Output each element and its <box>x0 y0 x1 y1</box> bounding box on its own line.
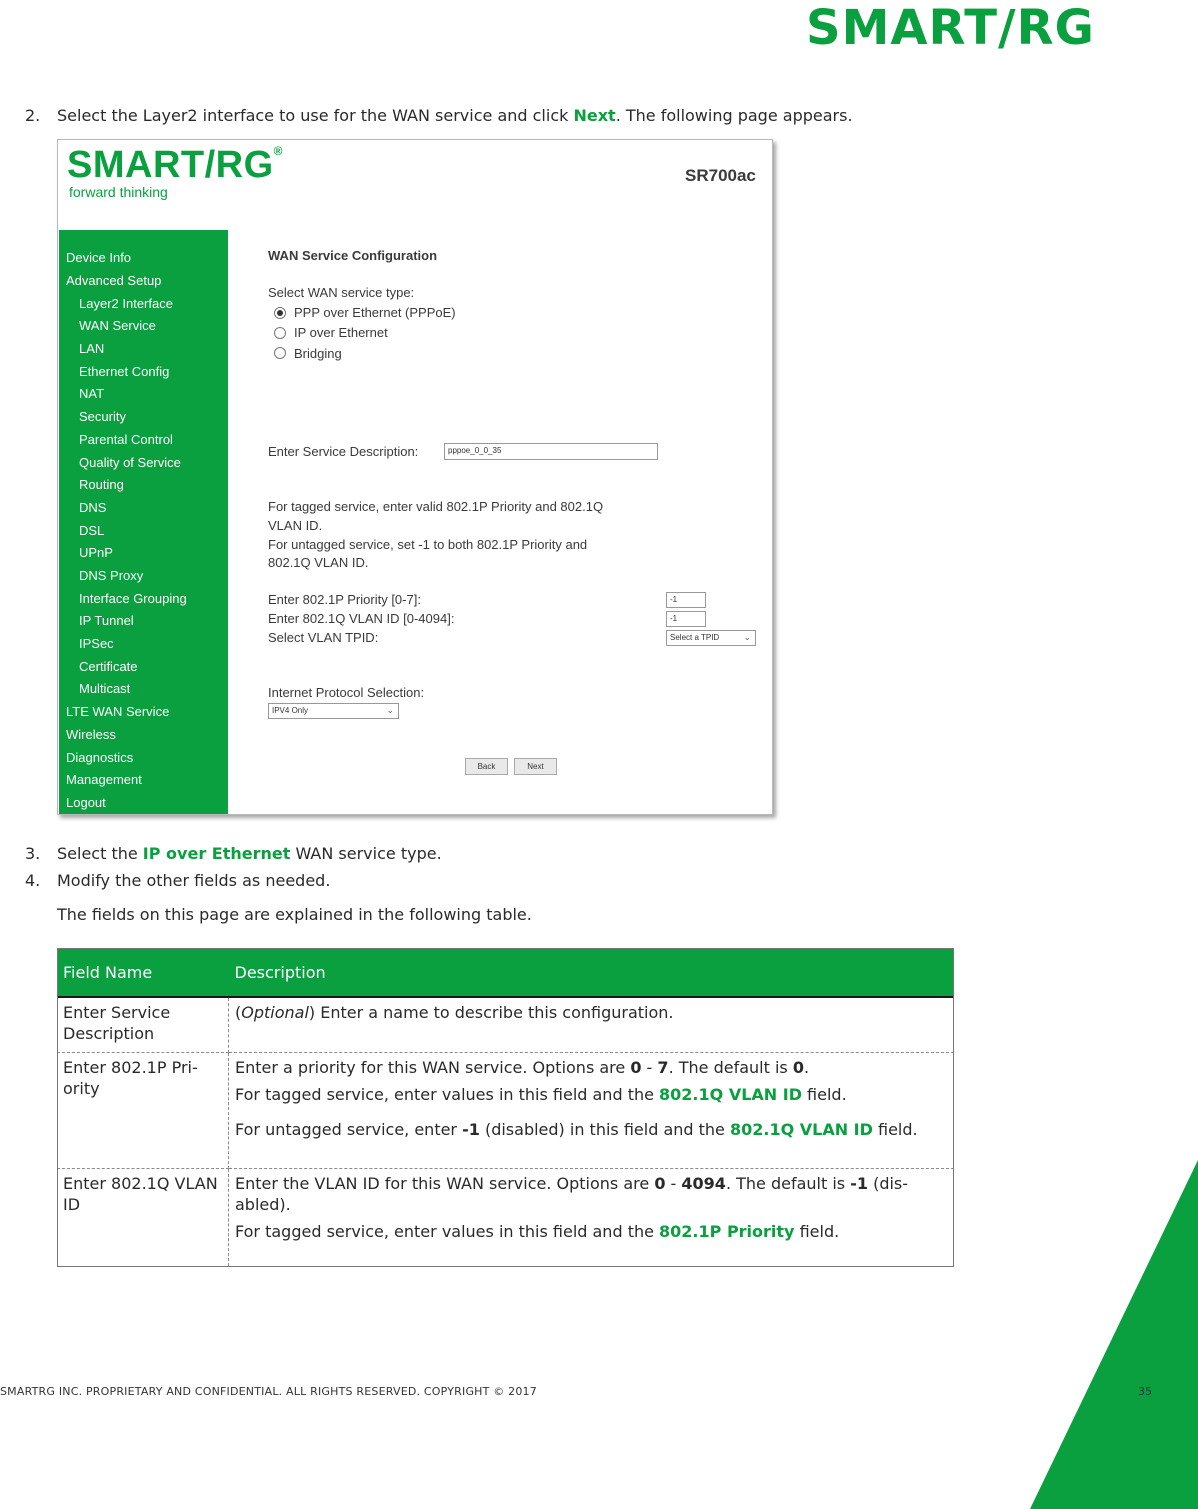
nav-routing[interactable]: Routing <box>79 477 124 492</box>
ip-over-ethernet-link[interactable]: IP over Ethernet <box>142 844 291 863</box>
text: field. <box>872 1120 918 1139</box>
step-text: Modify the other fields as needed. <box>57 871 331 890</box>
radio-pppoe[interactable] <box>274 307 286 319</box>
nav-dns[interactable]: DNS <box>79 500 107 515</box>
nav-certificate[interactable]: Certificate <box>79 659 138 674</box>
back-button[interactable]: Back <box>465 758 508 775</box>
priority-input[interactable]: -1 <box>666 592 706 608</box>
text: For untagged service, enter <box>235 1120 463 1139</box>
step-number: 4. <box>25 871 41 890</box>
nav-quality-of-service[interactable]: Quality of Service <box>79 455 181 470</box>
field-name-cell: Enter 802.1Q VLAN ID <box>57 1169 229 1266</box>
nav-lan[interactable]: LAN <box>79 341 105 356</box>
vlan-id-label: Enter 802.1Q VLAN ID [0-4094]: <box>268 611 455 626</box>
next-link[interactable]: Next <box>573 106 616 125</box>
ip-protocol-select[interactable] <box>268 703 399 719</box>
value-disabled: -1 <box>462 1120 480 1139</box>
table-intro: The fields on this page are explained in the following table. <box>57 905 532 924</box>
text: . The default is <box>725 1174 851 1193</box>
description-cell <box>229 1053 955 1169</box>
nav-diagnostics[interactable]: Diagnostics <box>66 750 134 765</box>
radio-bridging-label: Bridging <box>294 346 342 361</box>
radio-ipoe-label: IP over Ethernet <box>294 325 388 340</box>
header-description: Description <box>229 948 955 997</box>
description-line <box>235 1057 948 1078</box>
value-default: -1 <box>850 1174 868 1193</box>
model-name: SR700ac <box>685 166 756 185</box>
step-2 <box>25 106 853 125</box>
nav-parental-control[interactable]: Parental Control <box>79 432 173 447</box>
header-field-name: Field Name <box>57 948 229 997</box>
optional-text: Optional <box>241 1003 309 1022</box>
nav-lte-wan-service[interactable]: LTE WAN Service <box>66 704 170 719</box>
nav-ipsec[interactable]: IPSec <box>79 636 114 651</box>
copyright-footer: SMARTRG INC. PROPRIETARY AND CONFIDENTIAL. ALL RIGHTS RESERVED. COPYRIGHT © 2017 <box>0 1385 537 1398</box>
tagged-note-line2: VLAN ID. <box>268 518 323 533</box>
nav-multicast[interactable]: Multicast <box>79 681 131 696</box>
text: . <box>803 1058 810 1077</box>
nav-device-info[interactable]: Device Info <box>66 250 132 265</box>
screenshot-logo-text: SMART/RG <box>67 144 274 186</box>
nav-advanced-setup[interactable]: Advanced Setup <box>66 273 162 288</box>
page-number: 35 <box>1138 1385 1152 1398</box>
vlan-tpid-label: Select VLAN TPID: <box>268 630 379 645</box>
value-min: 0 <box>630 1058 642 1077</box>
value-min: 0 <box>654 1174 666 1193</box>
form-title: WAN Service Configuration <box>268 248 438 263</box>
nav-interface-grouping[interactable]: Interface Grouping <box>79 591 187 606</box>
service-description-input[interactable]: pppoe_0_0_35 <box>444 443 658 460</box>
nav-ethernet-config[interactable]: Ethernet Config <box>79 364 170 379</box>
text: For tagged service, enter values in this field and the <box>235 1222 660 1241</box>
untagged-note-line2: 802.1Q VLAN ID. <box>268 555 369 570</box>
nav-ip-tunnel[interactable]: IP Tunnel <box>79 613 134 628</box>
tagged-note-line1: For tagged service, enter valid 802.1P Priority and 802.1Q <box>268 499 604 514</box>
service-description-label: Enter Service Description: <box>268 444 419 459</box>
vlan-id-link[interactable]: 802.1Q VLAN ID <box>729 1120 873 1139</box>
text: . The default is <box>668 1058 793 1077</box>
step-4 <box>25 871 330 890</box>
table-row <box>57 1169 954 1266</box>
fields-table <box>57 948 954 1266</box>
step-number: 2. <box>25 106 41 125</box>
description-line <box>235 1084 948 1105</box>
step-text-end: WAN service type. <box>290 844 442 863</box>
text: Enter a priority for this WAN service. Options are <box>235 1058 631 1077</box>
description-line <box>235 1221 948 1242</box>
nav-layer2-interface[interactable]: Layer2 Interface <box>79 296 173 311</box>
text: field. <box>801 1085 847 1104</box>
nav-upnp[interactable]: UPnP <box>79 545 113 560</box>
service-type-label: Select WAN service type: <box>268 285 415 300</box>
vlan-tpid-value: Select a TPID <box>670 633 720 642</box>
nav-management[interactable]: Management <box>66 772 142 787</box>
text: Enter the VLAN ID for this WAN service. Options are <box>235 1174 655 1193</box>
field-name-cell: Enter Service Description <box>57 997 229 1053</box>
nav-wan-service[interactable]: WAN Service <box>79 318 156 333</box>
text: (dis-abled). <box>235 1174 909 1214</box>
step-text-end: . The following page appears. <box>615 106 853 125</box>
nav-nat[interactable]: NAT <box>79 386 105 401</box>
nav-dns-proxy[interactable]: DNS Proxy <box>79 568 144 583</box>
value-max: 7 <box>657 1058 669 1077</box>
vlan-id-input[interactable]: -1 <box>666 611 706 627</box>
nav-security[interactable]: Security <box>79 409 126 424</box>
vlan-tpid-select[interactable] <box>666 630 756 646</box>
text: (disabled) in this field and the <box>479 1120 730 1139</box>
radio-ipoe[interactable] <box>274 327 286 339</box>
text: For tagged service, enter values in this field and the <box>235 1085 660 1104</box>
step-number: 3. <box>25 844 41 863</box>
nav-dsl[interactable]: DSL <box>79 523 105 538</box>
table-header-row <box>57 948 954 997</box>
description-line <box>235 1173 948 1215</box>
chevron-down-icon: ⌄ <box>386 705 394 715</box>
description-text: ) Enter a name to describe this configuration. <box>308 1003 674 1022</box>
ip-protocol-label: Internet Protocol Selection: <box>268 685 425 700</box>
registered-mark: ® <box>273 144 283 158</box>
radio-pppoe-label: PPP over Ethernet (PPPoE) <box>294 305 456 320</box>
tagline: forward thinking <box>69 184 168 200</box>
text: - <box>641 1058 658 1077</box>
value-max: 4094 <box>681 1174 726 1193</box>
description-cell: (Optional) Enter a name to describe this configuration. <box>229 997 955 1053</box>
text: - <box>665 1174 682 1193</box>
text: field. <box>794 1222 840 1241</box>
wan-config-screenshot <box>57 139 773 815</box>
step-3 <box>25 844 442 863</box>
screenshot-logo <box>67 144 283 187</box>
ip-protocol-value: IPV4 Only <box>272 706 309 715</box>
table-row <box>57 997 954 1053</box>
next-button[interactable]: Next <box>514 758 557 775</box>
page-brand-logo: SMART/RG <box>806 0 1095 56</box>
vlan-id-link[interactable]: 802.1Q VLAN ID <box>659 1085 802 1104</box>
untagged-note-line1: For untagged service, set -1 to both 802.1P Priority and <box>268 537 588 552</box>
description-cell <box>229 1169 955 1266</box>
sidebar-nav <box>59 230 228 814</box>
priority-label: Enter 802.1P Priority [0-7]: <box>268 592 421 607</box>
description-line <box>235 1119 948 1140</box>
priority-link[interactable]: 802.1P Priority <box>659 1222 795 1241</box>
nav-wireless[interactable]: Wireless <box>66 727 116 742</box>
radio-bridging[interactable] <box>274 347 286 359</box>
nav-logout[interactable]: Logout <box>66 795 106 810</box>
value-default: 0 <box>792 1058 804 1077</box>
table-row <box>57 1053 954 1169</box>
step-text: Select the <box>57 844 143 863</box>
field-name-cell: Enter 802.1P Pri-ority <box>57 1053 229 1169</box>
chevron-down-icon: ⌄ <box>743 632 751 642</box>
step-text: Select the Layer2 interface to use for the WAN service and click <box>57 106 574 125</box>
